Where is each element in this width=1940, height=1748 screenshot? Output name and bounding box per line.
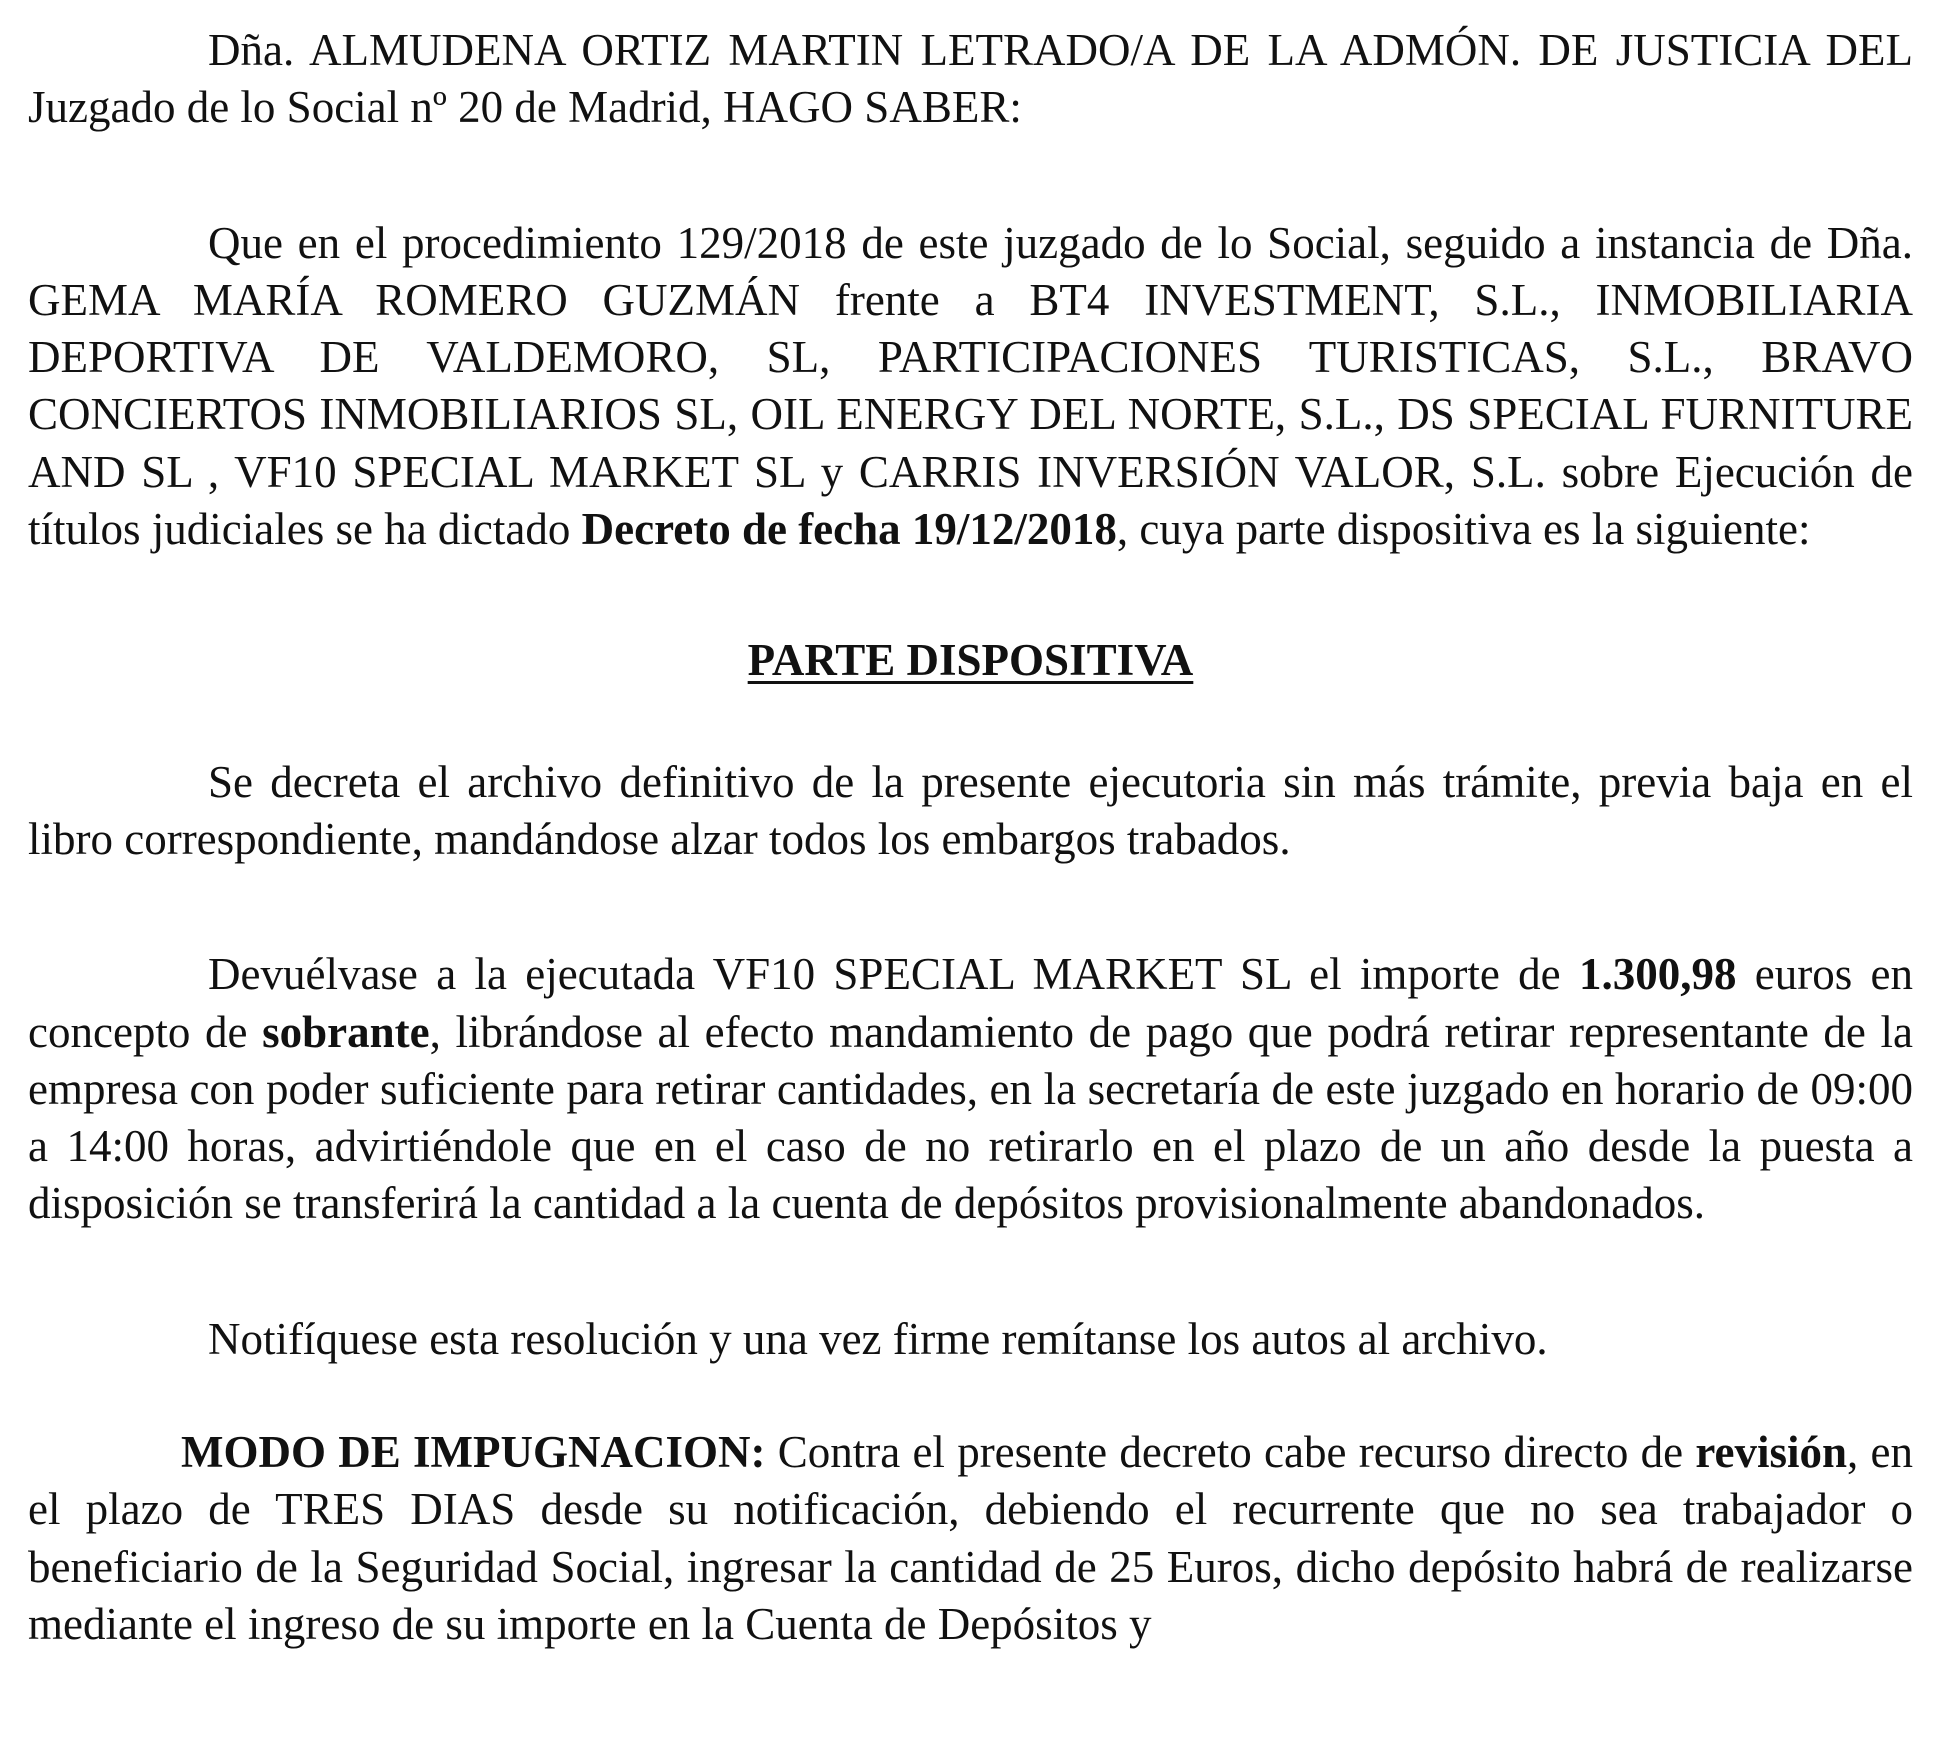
intro-text-before: Que en el procedimiento 129/2018 de este juzgado de lo Social, seguido a instancia de Dña. GEMA MARÍA ROMERO GUZMÁN frente a BT4 INVESTMENT, S.L., INMOBILIARIA DEPORTIVA DE VALDEMORO, SL, PARTICIPACIONES TURISTICAS, S.L., BRAVO CONCIERTOS INMOBILIARIOS SL, OIL ENERGY DEL NORTE, S.L., DS SPECIAL FURNITURE AND SL , VF10 SPECIAL MARKET SL y CARRIS INVERSIÓN VALOR, S.L. sobre Ejecución de títulos judiciales se ha dictado (28, 217, 1913, 555)
appeal-type: revisión (1695, 1427, 1848, 1478)
appeal-text-before: Contra el presente decreto cabe recurso directo de (765, 1427, 1696, 1478)
intro-paragraph (28, 215, 1913, 559)
archive-text: Se decreta el archivo definitivo de la presente ejecutoria sin más trámite, previa baja en el libro correspondiente, mandándose alzar todos los embargos trabados. (28, 756, 1913, 864)
notify-text: Notifíquese esta resolución y una vez firme remítanse los autos al archivo. (208, 1313, 1548, 1364)
appeal-paragraph (28, 1424, 1913, 1653)
refund-concept: sobrante (262, 1006, 430, 1057)
refund-text-after: , librándose al efecto mandamiento de pago que podrá retirar representante de la empresa con poder suficiente para retirar cantidades, en la secretaría de este juzgado en horario de 09:00 a 14:00 horas, advirtiéndole que en el caso de no retirarlo en el plazo de un año desde la puesta a disposición se transferirá la cantidad a la cuenta de depósitos provisionalmente abandonados. (28, 1006, 1913, 1229)
refund-amount: 1.300,98 (1578, 949, 1737, 1000)
decree-date: Decreto de fecha 19/12/2018 (581, 504, 1117, 555)
appeal-label: MODO DE IMPUGNACION: (181, 1427, 766, 1478)
appeal-text-after: , en el plazo de TRES DIAS desde su notificación, debiendo el recurrente que no sea trabajador o beneficiario de la Seguridad Social, ingresar la cantidad de 25 Euros, dicho depósito habrá de realizarse mediante el ingreso de su importe en la Cuenta de Depósitos y (28, 1427, 1913, 1649)
notify-paragraph (28, 1311, 1913, 1368)
section-heading (28, 632, 1913, 689)
section-heading-text: PARTE DISPOSITIVA (747, 635, 1194, 686)
document-page (28, 22, 1913, 1653)
header-paragraph (28, 22, 1913, 137)
intro-text-after: , cuya parte dispositiva es la siguiente: (1116, 504, 1811, 555)
archive-paragraph (28, 754, 1913, 869)
refund-text-before: Devuélvase a la ejecutada VF10 SPECIAL MARKET SL el importe de (208, 949, 1579, 1000)
refund-paragraph (28, 946, 1913, 1232)
header-text: Dña. ALMUDENA ORTIZ MARTIN LETRADO/A DE LA ADMÓN. DE JUSTICIA DEL Juzgado de lo Social nº 20 de Madrid, HAGO SABER: (28, 25, 1913, 133)
refund-text-middle: euros en concepto de (28, 949, 1913, 1057)
